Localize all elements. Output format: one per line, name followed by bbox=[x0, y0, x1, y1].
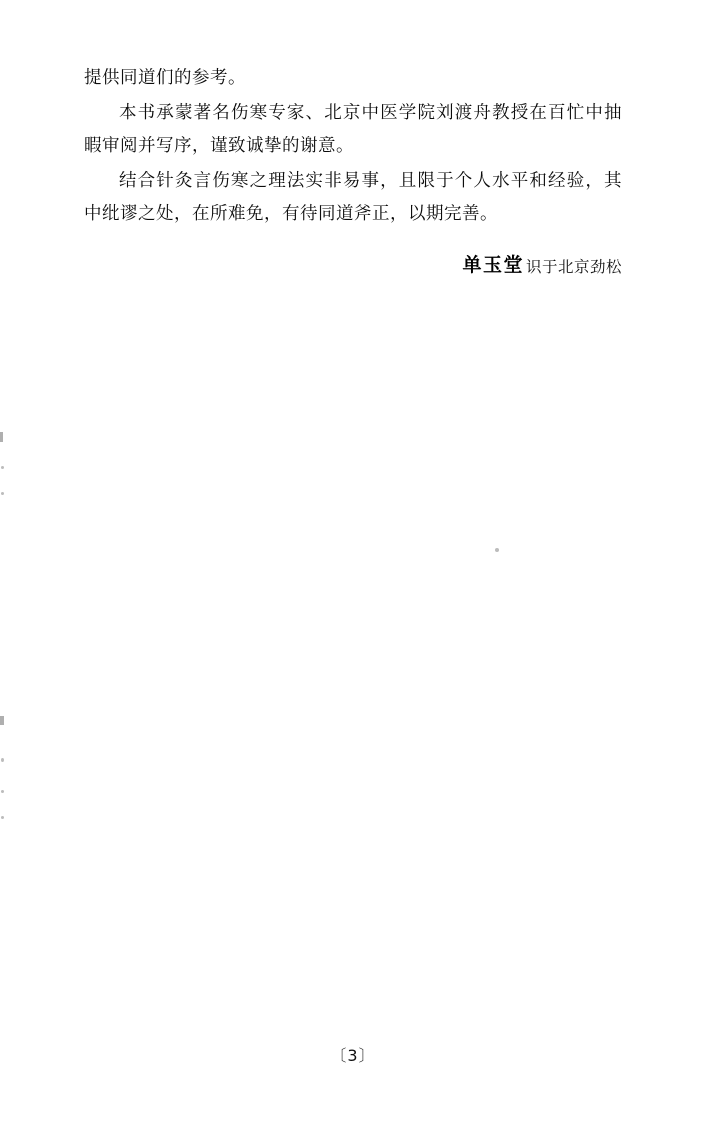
scan-artifact-speck bbox=[1, 790, 4, 793]
signature-author-name: 单玉堂 bbox=[462, 254, 524, 276]
scan-artifact-speck bbox=[495, 548, 499, 552]
scan-artifact-speck bbox=[1, 466, 4, 469]
paragraph-3: 结合针灸言伤寒之理法实非易事，且限于个人水平和经验，其中纰谬之处，在所难免，有待同道斧正，以期完善。 bbox=[84, 171, 622, 224]
scan-artifact-mark bbox=[0, 432, 3, 442]
paragraph-1: 提供同道们的参考。 bbox=[84, 68, 246, 88]
scan-artifact-speck bbox=[1, 758, 4, 762]
scan-artifact-mark bbox=[0, 716, 4, 725]
page-number: 〔3〕 bbox=[330, 1046, 376, 1065]
scan-artifact-speck bbox=[1, 816, 4, 819]
signature-line bbox=[84, 250, 622, 277]
body-text bbox=[84, 62, 622, 233]
paragraph-2: 本书承蒙著名伤寒专家、北京中医学院刘渡舟教授在百忙中抽暇审阅并写序，谨致诚挚的谢意。 bbox=[84, 103, 622, 156]
signature-location: 识于北京劲松 bbox=[525, 258, 622, 276]
scan-artifact-speck bbox=[1, 492, 4, 495]
